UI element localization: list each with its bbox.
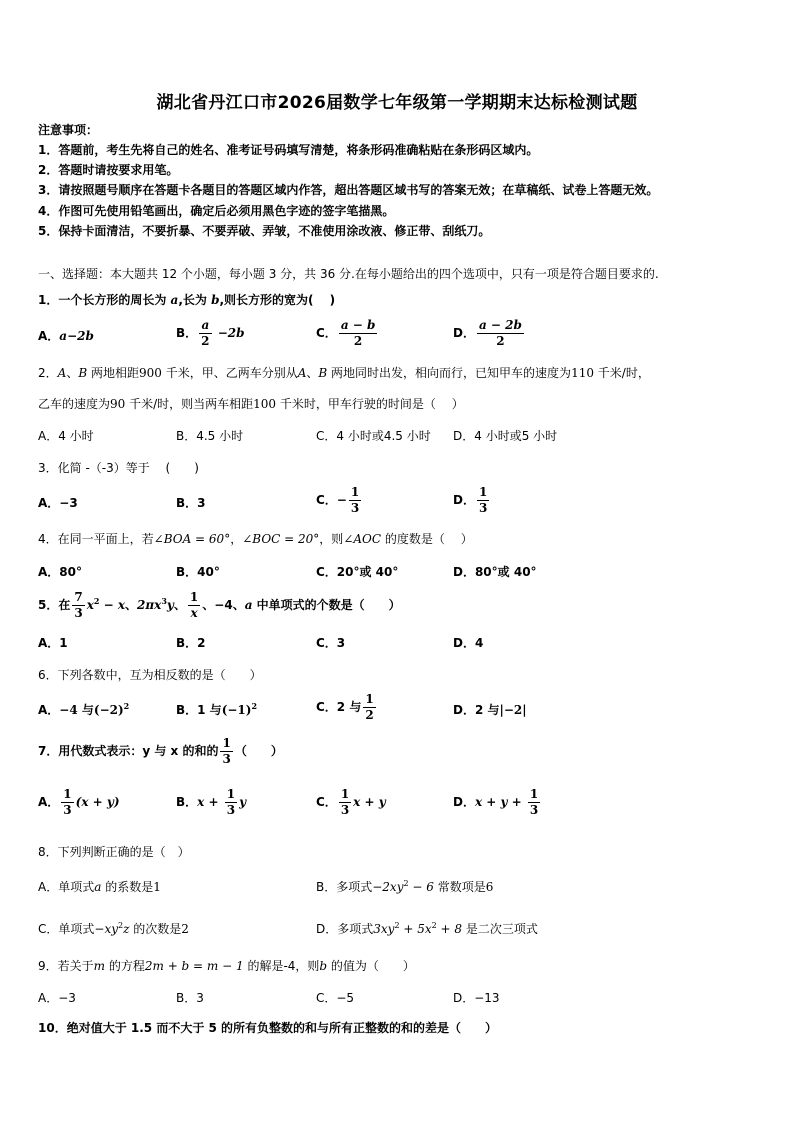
question-4-option-d: D．80°或 40° [453, 565, 537, 579]
question-5-option-c: C．3 [316, 636, 346, 650]
question-7-stem: 7．用代数式表示：y 与 x 的和的 $\frac{1}{3}$ （ ） [38, 736, 283, 766]
fraction: $\frac{a - 2b}{2}$ [478, 318, 522, 348]
question-10-stem: 10．绝对值大于 1.5 而不大于 5 的所有负整数的和与所有正整数的和的差是（ ） [38, 1021, 498, 1035]
fraction: $\frac{1}{3}$ [529, 787, 539, 817]
question-7-option-a: A． $\frac{1}{3}$ (x + y) [38, 787, 120, 817]
notice-item: 4．作图可先使用铅笔画出，确定后必须用黑色字迹的签字笔描黑。 [38, 204, 395, 218]
question-4-option-a: A．80° [38, 565, 82, 579]
notice-item: 1．答题前，考生先将自己的姓名、准考证号码填写清楚，将条形码准确粘贴在条形码区域内。 [38, 143, 539, 157]
question-2-option-c: C．4 小时或4.5 小时 [316, 429, 431, 443]
question-1-option-b: B． $\frac{a}{2}$ −2b [176, 318, 245, 348]
question-9-stem: 9．若关于m 的方程2m + b = m − 1 的解是-4，则b 的值为（ ） [38, 959, 415, 973]
question-2-stem-line-2: 乙车的速度为90 千米/时，则当两车相距100 千米时，甲车行驶的时间是（ ） [38, 397, 464, 411]
fraction: $\frac{1}{3}$ [63, 787, 72, 817]
question-2-option-d: D．4 小时或5 小时 [453, 429, 558, 443]
question-2-stem-line-1: 2．A、B 两地相距900 千米，甲、乙两车分别从A、B 两地同时出发，相向而行，已知甲车的速度为110 千米/时， [38, 366, 650, 380]
question-6-stem: 6．下列各数中，互为相反数的是（ ） [38, 668, 262, 682]
question-3-stem: 3．化简 -（-3）等于 ( ) [38, 461, 199, 475]
question-9-option-d: D．−13 [453, 991, 500, 1005]
fraction: $\frac{7}{3}$ [74, 590, 83, 620]
fraction: $\frac{a}{2}$ [201, 318, 210, 348]
question-6-option-a: A．−4 与$(-2)^2$ [38, 701, 130, 717]
question-9-option-a: A．−3 [38, 991, 76, 1005]
question-7-option-c: C． $\frac{1}{3}$ x + y [316, 787, 386, 817]
question-5-option-a: A．1 [38, 636, 68, 650]
question-5-stem: 5．在 $\frac{7}{3}$ $x^2 - x$、$2\pi x^3y$、 $\frac{1}{x}$ 、−4、a 中单项式的个数是（ ） [38, 590, 401, 620]
question-6-option-c: C．2 与 $\frac{1}{2}$ [316, 692, 374, 722]
question-4-option-b: B．40° [176, 565, 220, 579]
notice-item: 3．请按照题号顺序在答题卡各题目的答题区域内作答，超出答题区域书写的答案无效；在草稿纸、试卷上答题无效。 [38, 183, 659, 197]
question-1-option-d: D． $\frac{a - 2b}{2}$ [453, 318, 522, 348]
question-6-option-d: D．2 与|−2| [453, 703, 527, 717]
fraction: $\frac{1}{3}$ [340, 787, 350, 817]
question-8-stem: 8．下列判断正确的是（ ） [38, 845, 190, 859]
fraction: $\frac{1}{3}$ [350, 485, 360, 515]
notice-item: 5．保持卡面清洁，不要折暴、不要弄破、弄皱，不准使用涂改液、修正带、刮纸刀。 [38, 224, 491, 238]
fraction: $\frac{a - b}{2}$ [340, 318, 376, 348]
question-9-option-b: B．3 [176, 991, 204, 1005]
question-3-option-d: D． $\frac{1}{3}$ [453, 485, 488, 515]
question-1-stem: 1．一个长方形的周长为 a,长为 b,则长方形的宽为( ) [38, 293, 336, 307]
question-8-option-a: A．单项式a 的系数是1 [38, 880, 161, 894]
question-3-option-a: A．−3 [38, 496, 78, 510]
question-8-option-d: D．多项式$3xy^2 + 5x^2 + 8$ 是二次三项式 [316, 921, 538, 936]
question-7-option-d: D．x + y + $\frac{1}{3}$ [453, 787, 539, 817]
fraction: $\frac{1}{x}$ [189, 590, 199, 620]
fraction: $\frac{1}{3}$ [478, 485, 488, 515]
page-title: 湖北省丹江口市2026届数学七年级第一学期期末达标检测试题 [156, 93, 638, 113]
question-3-option-b: B．3 [176, 496, 206, 510]
fraction: $\frac{1}{3}$ [226, 787, 236, 817]
question-6-option-b: B．1 与$(-1)^2$ [176, 701, 258, 717]
question-5-option-b: B．2 [176, 636, 206, 650]
fraction: $\frac{1}{2}$ [365, 692, 374, 722]
section-heading: 一、选择题：本大题共 12 个小题，每小题 3 分，共 36 分.在每小题给出的四个选项中，只有一项是符合题目要求的. [38, 267, 659, 281]
question-9-option-c: C．−5 [316, 991, 355, 1005]
question-7-option-b: B．x + $\frac{1}{3}$ y [176, 787, 247, 817]
notice-item: 2．答题时请按要求用笔。 [38, 163, 179, 177]
question-3-option-c: C．− $\frac{1}{3}$ [316, 485, 360, 515]
fraction: $\frac{1}{3}$ [222, 736, 231, 766]
notice-heading: 注意事项： [38, 123, 99, 137]
question-2-option-b: B．4.5 小时 [176, 429, 244, 443]
question-4-stem: 4．在同一平面上，若∠BOA = 60°，∠BOC = 20°，则∠AOC 的度数是（ ） [38, 532, 473, 546]
question-5-option-d: D．4 [453, 636, 484, 650]
question-8-option-b: B．多项式$-2xy^2 - 6$ 常数项是6 [316, 879, 494, 894]
question-4-option-c: C．20°或 40° [316, 565, 399, 579]
question-1-option-a: A．a−2b [38, 329, 94, 343]
question-2-option-a: A．4 小时 [38, 429, 94, 443]
question-8-option-c: C．单项式$-xy^2z$ 的次数是2 [38, 921, 189, 936]
question-1-option-c: C． $\frac{a - b}{2}$ [316, 318, 376, 348]
